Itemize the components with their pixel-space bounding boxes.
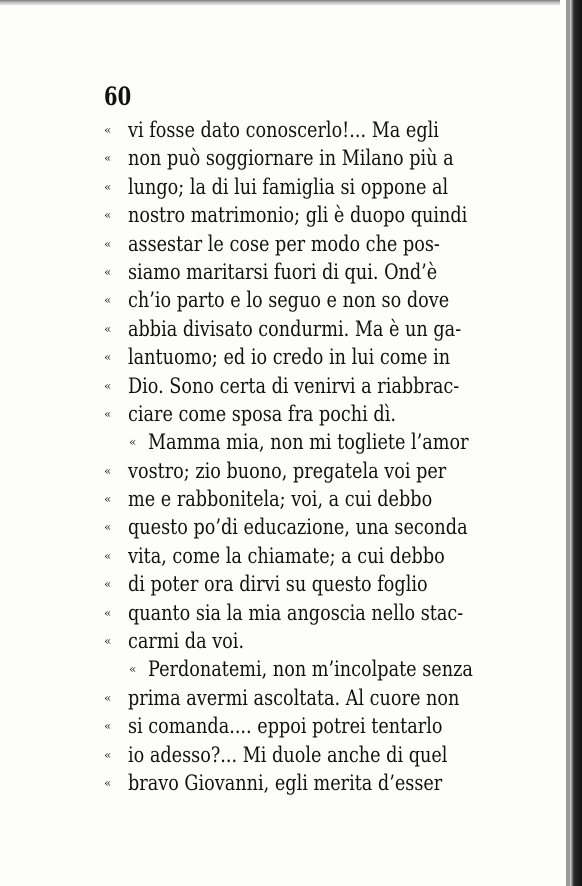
text-line-content: bravo Giovanni, egli merita d’esser: [128, 770, 443, 795]
text-line-content: vostro; zio buono, pregatela voi per: [128, 458, 447, 483]
text-line-content: Mamma mia, non mi togliete l’amor: [148, 430, 469, 455]
guillemet-mark: «: [104, 293, 112, 308]
guillemet-mark: «: [104, 719, 112, 734]
guillemet-mark: «: [104, 208, 112, 223]
text-line-content: vita, come la chiamate; a cui debbo: [128, 543, 445, 568]
text-line: [104, 684, 544, 712]
text-line-content: di poter ora dirvi su questo foglio: [128, 572, 428, 597]
guillemet-mark: «: [104, 321, 112, 336]
page-top-edge: [0, 0, 560, 5]
guillemet-mark: «: [104, 605, 112, 620]
text-line-content: me e rabbonitela; voi, a cui debbo: [128, 487, 433, 512]
guillemet-mark: «: [104, 350, 112, 365]
guillemet-mark: «: [104, 548, 112, 563]
guillemet-mark: «: [104, 151, 112, 166]
text-line-content: prima avermi ascoltata. Al cuore non: [128, 685, 460, 710]
text-line-content: vi fosse dato conoscerlo!... Ma egli: [128, 118, 439, 142]
text-line: [104, 230, 544, 258]
text-line: [104, 428, 544, 456]
guillemet-mark: «: [104, 775, 112, 790]
text-line-content: lantuomo; ed io credo in lui come in: [128, 345, 451, 370]
text-line-content: carmi da voi.: [128, 629, 245, 654]
text-line-content: io adesso?... Mi duole anche di quel: [128, 742, 448, 767]
text-line-content: Perdonatemi, non m’incolpate senza: [148, 657, 473, 682]
guillemet-mark: «: [104, 406, 112, 421]
page-number: 60: [104, 82, 132, 111]
guillemet-mark: «: [104, 264, 112, 279]
text-line-content: lungo; la di lui famiglia si oppone al: [128, 174, 449, 199]
text-line: [104, 513, 544, 541]
guillemet-mark: «: [104, 690, 112, 705]
text-line: [104, 315, 544, 343]
text-line: [104, 741, 544, 769]
text-line-content: siamo maritarsi fuori di qui. Ond’è: [128, 259, 438, 284]
text-line: [104, 599, 544, 627]
text-line-content: abbia divisato condurmi. Ma è un ga-: [128, 316, 462, 341]
guillemet-mark: «: [104, 520, 112, 535]
guillemet-mark: «: [104, 463, 112, 478]
body-text: [104, 116, 544, 797]
text-line-content: ch’io parto e lo seguo e non so dove: [128, 288, 450, 313]
text-line-content: quanto sia la mia angoscia nello stac-: [128, 600, 464, 625]
guillemet-mark: «: [104, 747, 112, 762]
text-line-content: questo po’di educazione, una seconda: [128, 515, 468, 540]
text-line: [104, 258, 544, 286]
text-line: [104, 655, 544, 683]
text-line: [104, 712, 544, 740]
text-line: [104, 286, 544, 314]
guillemet-mark: «: [104, 577, 112, 592]
text-line-content: assestar le cose per modo che pos-: [128, 231, 440, 256]
text-line: [104, 627, 544, 655]
text-line-content: Dio. Sono certa di venirvi a riabbrac-: [128, 373, 460, 398]
text-line-content: non può soggiornare in Milano più a: [128, 146, 454, 171]
text-line: [104, 173, 544, 201]
text-line: [104, 400, 544, 428]
text-line-content: ciare come sposa fra pochi dì.: [128, 401, 396, 426]
text-line: [104, 570, 544, 598]
guillemet-mark: «: [104, 378, 112, 393]
guillemet-mark: «: [104, 123, 112, 137]
guillemet-mark: «: [104, 236, 112, 251]
guillemet-mark: «: [104, 492, 112, 507]
text-line: [104, 542, 544, 570]
text-line: [104, 372, 544, 400]
text-line: [104, 457, 544, 485]
text-line-content: si comanda.... eppoi potrei tentarlo: [128, 714, 443, 739]
guillemet-mark: «: [129, 435, 137, 450]
text-line-content: nostro matrimonio; gli è duopo quindi: [128, 203, 468, 228]
text-line: [104, 116, 544, 144]
text-line: [104, 144, 544, 172]
text-line: [104, 343, 544, 371]
text-line: [104, 201, 544, 229]
book-spine: [570, 0, 582, 886]
guillemet-mark: «: [129, 662, 137, 677]
guillemet-mark: «: [104, 634, 112, 649]
text-line: [104, 485, 544, 513]
guillemet-mark: «: [104, 179, 112, 194]
text-line: [104, 769, 544, 797]
